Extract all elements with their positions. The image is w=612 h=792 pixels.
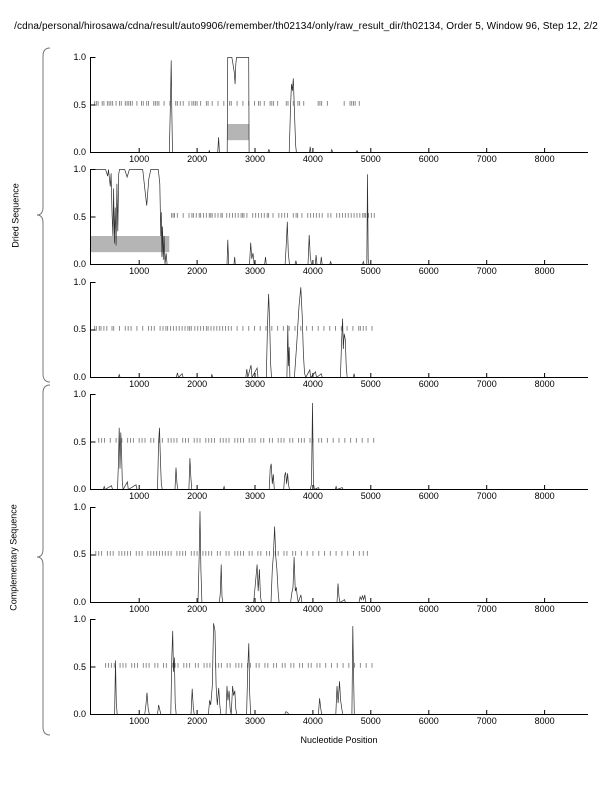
x-tick-label: 2000: [187, 491, 208, 502]
x-tick-label: 6000: [418, 266, 439, 277]
axes: [91, 619, 589, 715]
x-tick-label: 4000: [302, 266, 323, 277]
x-tick-label: 1000: [129, 491, 150, 502]
dried-sequence-brace: [37, 48, 50, 382]
x-tick-label: 5000: [360, 154, 381, 164]
figure-title: /cdna/personal/hirosawa/cdna/result/auto9906/remember/th02134/only/raw_result_dir/th02134, Order 5, Window 96, Step 12, 2/2: [14, 21, 598, 32]
ylabel-complementary-sequence: Complementary Sequence: [8, 504, 19, 611]
x-tick-label: 1000: [129, 378, 150, 389]
x-axis-label: Nucleotide Position: [300, 735, 378, 745]
x-tick-label: 3000: [244, 378, 266, 389]
x-tick-label: 1000: [129, 266, 150, 277]
probability-curve: [90, 623, 588, 714]
y-tick-label: 1.0: [73, 501, 86, 512]
x-tick-label: 3000: [244, 603, 266, 614]
y-tick-label: 1.0: [73, 164, 86, 175]
x-tick-label: 8000: [534, 603, 555, 614]
y-tick-label: 0.0: [73, 147, 86, 157]
plot-area-5: [90, 507, 588, 603]
x-tick-label: 4000: [302, 154, 323, 164]
x-tick-label: 1000: [129, 603, 150, 614]
x-tick-label: 2000: [187, 603, 208, 614]
x-tick-label: 5000: [360, 716, 381, 726]
x-tick-label: 1000: [129, 716, 150, 726]
y-tick-label: 1.0: [73, 614, 86, 624]
y-tick-label: 1.0: [73, 389, 86, 400]
x-tick-label: 4000: [302, 603, 323, 614]
probability-curve: [90, 58, 588, 153]
probability-curve: [90, 403, 588, 490]
x-tick-label: 2000: [187, 154, 208, 164]
match-marks: [96, 551, 368, 556]
x-tick-label: 4000: [302, 716, 323, 726]
x-tick-label: 1000: [129, 154, 150, 164]
match-marks: [95, 101, 360, 106]
x-tick-label: 8000: [534, 378, 555, 389]
plot-area-2: [90, 169, 588, 265]
x-tick-label: 6000: [418, 603, 439, 614]
y-tick-label: 0.5: [73, 324, 86, 335]
probability-curve: [90, 287, 588, 377]
x-tick-label: 8000: [534, 491, 555, 502]
x-tick-label: 3000: [244, 491, 266, 502]
panel-6: [73, 614, 588, 726]
axis-ticks: [91, 282, 545, 377]
panel-1: [73, 52, 588, 164]
x-tick-label: 8000: [534, 266, 555, 277]
plot-area-4: [90, 394, 588, 490]
y-tick-label: 0.0: [73, 484, 86, 495]
x-tick-label: 7000: [476, 716, 497, 726]
x-tick-label: 4000: [302, 491, 323, 502]
x-tick-label: 6000: [418, 716, 439, 726]
y-tick-label: 0.0: [73, 371, 86, 382]
y-tick-label: 1.0: [73, 276, 86, 287]
panel-4: [73, 389, 588, 502]
x-tick-label: 2000: [187, 266, 208, 277]
x-tick-label: 6000: [418, 378, 439, 389]
probability-curve: [90, 511, 588, 602]
y-tick-label: 0.0: [73, 259, 86, 270]
y-tick-label: 0.0: [73, 709, 86, 719]
plot-area-6: [90, 619, 588, 715]
x-tick-label: 8000: [534, 716, 555, 726]
y-tick-label: 0.5: [73, 99, 86, 110]
complementary-sequence-brace: [37, 385, 50, 735]
x-tick-label: 6000: [418, 491, 439, 502]
y-tick-label: 0.0: [73, 596, 86, 607]
probability-curve: [90, 170, 588, 265]
x-tick-label: 7000: [476, 378, 497, 389]
x-tick-label: 4000: [302, 378, 323, 389]
match-marks: [99, 438, 374, 443]
x-tick-label: 8000: [534, 154, 555, 164]
panel-5: [73, 501, 588, 614]
x-tick-label: 7000: [476, 491, 497, 502]
x-tick-label: 3000: [244, 266, 266, 277]
x-tick-label: 3000: [244, 716, 266, 726]
x-tick-label: 5000: [360, 378, 381, 389]
panel-2: [73, 164, 588, 277]
x-tick-label: 7000: [476, 266, 497, 277]
x-tick-label: 7000: [476, 154, 497, 164]
plot-area-3: [90, 282, 588, 378]
axes: [91, 282, 589, 378]
y-tick-label: 0.5: [73, 211, 86, 222]
axis-ticks: [91, 507, 545, 602]
x-tick-label: 2000: [187, 378, 208, 389]
x-tick-label: 6000: [418, 154, 439, 164]
x-tick-label: 7000: [476, 603, 497, 614]
axes: [91, 57, 589, 153]
plot-area-1: [90, 57, 588, 153]
axis-ticks: [91, 620, 545, 715]
ylabel-dried-sequence: Dried Sequence: [10, 183, 21, 248]
y-tick-label: 0.5: [73, 436, 86, 447]
window-highlight-box: [90, 236, 169, 252]
x-tick-label: 5000: [360, 491, 381, 502]
x-tick-label: 3000: [244, 154, 266, 164]
x-tick-label: 2000: [187, 716, 208, 726]
window-highlight-box: [227, 124, 249, 140]
x-tick-label: 5000: [360, 266, 381, 277]
x-tick-label: 5000: [360, 603, 381, 614]
panel-3: [73, 276, 588, 389]
y-tick-label: 0.5: [73, 549, 86, 560]
match-marks: [95, 326, 372, 331]
match-marks: [106, 663, 372, 668]
match-marks: [172, 213, 375, 218]
y-tick-label: 0.5: [73, 661, 86, 672]
y-tick-label: 1.0: [73, 52, 86, 62]
